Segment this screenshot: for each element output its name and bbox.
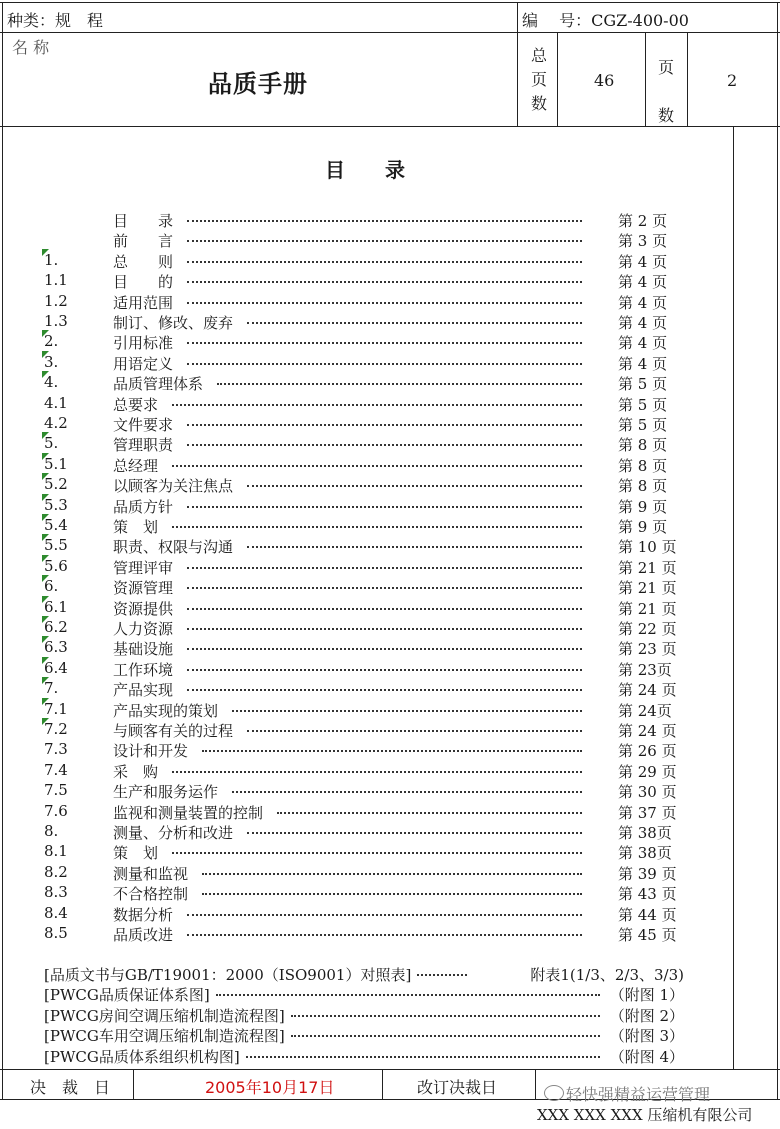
- toc-entry-label: 产品实现的策划: [113, 701, 219, 720]
- toc-entry: [0, 271, 780, 291]
- toc-entry-number: 6.1: [44, 597, 68, 616]
- name-label: 名 称: [12, 38, 50, 57]
- toc-entry-page: 第 21 页: [618, 558, 677, 577]
- toc-entry-label: 品质方针: [113, 497, 174, 516]
- toc-entry-number: 7.: [44, 679, 59, 698]
- toc-entry: [0, 557, 780, 577]
- toc-leader-dots: [187, 424, 582, 426]
- toc-entry: [0, 802, 780, 822]
- toc-leader-dots: [202, 873, 582, 875]
- toc-entry-page: 第 8 页: [618, 436, 668, 455]
- toc-leader-dots: [187, 281, 582, 283]
- toc-entry-label: 人力资源: [113, 620, 174, 638]
- toc-entry-label: 品质改进: [113, 926, 174, 944]
- appendix-entry: [44, 1025, 744, 1045]
- toc-entry-label: 适用范围: [113, 293, 174, 312]
- toc-entry: [0, 455, 780, 475]
- toc-leader-dots: [247, 485, 582, 487]
- toc-entry: [0, 434, 780, 454]
- total-pages-label: [528, 44, 550, 116]
- toc-entry-label: 监视和测量装置的控制: [113, 803, 264, 822]
- toc-entry-number: 4.1: [44, 393, 68, 412]
- page-label-char: 页: [657, 58, 674, 77]
- toc-entry-label: 制订、修改、废弃: [113, 314, 234, 332]
- page-label: [655, 44, 677, 140]
- appendix-leader-dots: [291, 1015, 600, 1017]
- category-label: 种类：规 程: [7, 11, 104, 30]
- appendix-page: （附图 1）: [609, 986, 684, 1005]
- decision-date-value: 2005年10月17日: [205, 1078, 335, 1097]
- toc-entry-page: 第 24 页: [618, 681, 677, 700]
- toc-entry-number: 8.: [44, 822, 59, 840]
- appendix-page: （附图 2）: [609, 1006, 684, 1025]
- toc-entry: [0, 700, 780, 720]
- toc-entry: [0, 292, 780, 312]
- toc-entry: [0, 251, 780, 271]
- toc-entry-page: 第 10 页: [618, 538, 677, 557]
- toc-leader-dots: [172, 771, 582, 773]
- document-number: 编 号：CGZ-400-00: [522, 11, 689, 30]
- toc-entry-number: 5.: [44, 434, 59, 453]
- toc-entry-number: 5.1: [44, 454, 68, 473]
- toc-entry-page: 第 3 页: [618, 232, 668, 251]
- toc-entry-label: 以顾客为关注焦点: [113, 477, 234, 496]
- toc-leader-dots: [247, 730, 582, 732]
- toc-entry-page: 第 5 页: [618, 416, 668, 434]
- toc-leader-dots: [232, 710, 582, 712]
- watermark-text: 轻快强精益运营管理: [566, 1085, 711, 1104]
- appendix-leader-dots: [246, 1056, 600, 1058]
- appendix-leader-dots: [291, 1035, 600, 1037]
- header-col-divider-2: [557, 32, 558, 126]
- toc-entry-label: 文件要求: [113, 416, 174, 434]
- toc-leader-dots: [187, 240, 582, 242]
- toc-entry-number: 8.1: [44, 842, 68, 861]
- toc-leader-dots: [187, 220, 582, 222]
- toc-entry-page: 第 9 页: [618, 497, 668, 516]
- toc-entry-number: 1.1: [44, 271, 68, 290]
- toc-entry-label: 总要求: [113, 395, 159, 414]
- toc-entry-label: 工作环境: [113, 660, 174, 679]
- toc-entry-page: 第 24页: [618, 701, 672, 720]
- appendix-entry: [44, 984, 744, 1004]
- toc-entry: [0, 822, 780, 842]
- toc-entry-label: 引用标准: [113, 334, 174, 353]
- toc-entry: [0, 516, 780, 536]
- total-pages-label-char: 总: [530, 46, 547, 65]
- toc-entry-label: 采 购: [113, 762, 159, 781]
- toc-entry-number: 7.6: [44, 801, 68, 820]
- toc-leader-dots: [172, 852, 582, 854]
- toc-leader-dots: [172, 404, 582, 406]
- toc-entry-number: 6.: [44, 577, 59, 596]
- toc-entry-number: 7.4: [44, 760, 68, 779]
- toc-entry-page: 第 26 页: [618, 742, 677, 761]
- toc-entry-number: 7.5: [44, 781, 68, 800]
- toc-entry: [0, 761, 780, 781]
- toc-entry-number: 5.6: [44, 556, 68, 575]
- header-col-divider-1: [517, 2, 518, 126]
- toc-entry-page: 第 23页: [618, 660, 672, 679]
- toc-entry: [0, 210, 780, 230]
- toc-entry-label: 数据分析: [113, 905, 174, 924]
- toc-entry-number: 3.: [44, 352, 59, 371]
- toc-entry-label: 设计和开发: [113, 742, 189, 761]
- toc-leader-dots: [187, 444, 582, 446]
- toc-entry-label: 管理职责: [113, 436, 174, 455]
- toc-entry: [0, 598, 780, 618]
- toc-entry-page: 第 8 页: [618, 477, 668, 496]
- toc-entry: [0, 740, 780, 760]
- toc-leader-dots: [187, 628, 582, 630]
- appendix-leader-dots: [417, 974, 467, 976]
- toc-entry-label: 资源管理: [113, 579, 174, 598]
- toc-leader-dots: [247, 832, 582, 834]
- toc-leader-dots: [172, 465, 582, 467]
- toc-entry-number: 8.2: [44, 862, 68, 881]
- appendix-entry: [44, 1046, 744, 1066]
- footer-col-divider-2: [382, 1069, 383, 1099]
- toc-entry-number: 5.4: [44, 516, 68, 534]
- total-pages-label-char: 页: [530, 70, 547, 89]
- toc-leader-dots: [202, 893, 582, 895]
- footer-col-divider-3: [535, 1069, 536, 1099]
- toc-entry-page: 第 8 页: [618, 456, 668, 475]
- appendix-label: [PWCG车用空调压缩机制造流程图]: [44, 1027, 285, 1046]
- toc-entry-number: 7.3: [44, 740, 68, 759]
- decision-date-label: 决 裁 日: [30, 1078, 111, 1097]
- toc-leader-dots: [187, 608, 582, 610]
- toc-entry-page: 第 24 页: [618, 722, 677, 740]
- toc-entry: [0, 230, 780, 250]
- toc-entry-page: 第 2 页: [618, 212, 668, 230]
- toc-entry-label: 目 录: [113, 212, 174, 230]
- toc-entry-label: 产品实现: [113, 681, 174, 700]
- toc-entry-label: 资源提供: [113, 599, 174, 618]
- toc-entry: [0, 475, 780, 495]
- toc-entry-page: 第 4 页: [618, 252, 668, 271]
- toc-entry-label: 品质管理体系: [113, 375, 204, 394]
- toc-entry-number: 7.2: [44, 720, 68, 738]
- toc-entry-page: 第 5 页: [618, 395, 668, 414]
- toc-entry-number: 1.2: [44, 291, 68, 310]
- header-col-divider-3: [645, 32, 646, 126]
- toc-entry-number: 4.: [44, 373, 59, 392]
- toc-entry: [0, 863, 780, 883]
- revision-date-label: 改订决裁日: [417, 1078, 498, 1097]
- toc-entry-label: 管理评审: [113, 558, 174, 577]
- toc-leader-dots: [187, 587, 582, 589]
- toc-entry-page: 第 30 页: [618, 783, 677, 802]
- toc-entry: [0, 638, 780, 658]
- toc-entry-label: 前 言: [113, 232, 174, 251]
- toc-entry-number: 8.5: [44, 924, 68, 942]
- toc-entry-label: 总经理: [113, 456, 159, 475]
- toc-leader-dots: [187, 261, 582, 263]
- appendix-page: （附图 4）: [609, 1047, 684, 1066]
- header-divider: [0, 32, 780, 33]
- toc-entry-page: 第 4 页: [618, 293, 668, 312]
- toc-leader-dots: [217, 383, 582, 385]
- toc-entry-page: 第 21 页: [618, 599, 677, 618]
- toc-entry-label: 生产和服务运作: [113, 783, 219, 802]
- toc-entry-page: 第 4 页: [618, 314, 668, 332]
- appendix-page: （附图 3）: [609, 1027, 684, 1046]
- toc-entry-label: 目 的: [113, 273, 174, 292]
- toc-entry-number: 5.5: [44, 536, 68, 555]
- toc-entry-page: 第 23 页: [618, 640, 677, 659]
- appendix-label: [PWCG房间空调压缩机制造流程图]: [44, 1006, 285, 1025]
- toc-leader-dots: [202, 750, 582, 752]
- toc-entry-page: 第 38页: [618, 844, 672, 863]
- toc-entry-number: 5.2: [44, 475, 68, 494]
- toc-leader-dots: [187, 506, 582, 508]
- toc-entry-page: 第 38页: [618, 824, 672, 842]
- toc-entry: [0, 312, 780, 332]
- toc-entry-page: 第 5 页: [618, 375, 668, 394]
- toc-leader-dots: [187, 914, 582, 916]
- toc-entry-page: 第 4 页: [618, 334, 668, 353]
- toc-entry-label: 职责、权限与沟通: [113, 538, 234, 557]
- toc-entry-page: 第 44 页: [618, 905, 677, 924]
- appendix-label: [PWCG品质体系组织机构图]: [44, 1047, 240, 1066]
- toc-entry-page: 第 29 页: [618, 762, 677, 781]
- toc-entry: [0, 394, 780, 414]
- toc-entry-number: 6.3: [44, 638, 68, 657]
- toc-entry-label: 基础设施: [113, 640, 174, 659]
- toc-entry-number: 1.: [44, 250, 59, 269]
- toc-entry: [0, 353, 780, 373]
- toc-leader-dots: [187, 648, 582, 650]
- toc-leader-dots: [277, 812, 582, 814]
- toc-entry-number: 1.3: [44, 312, 68, 330]
- page-number-value: 2: [727, 71, 738, 90]
- appendix-entry: [44, 1005, 744, 1025]
- toc-entry-number: 5.3: [44, 495, 68, 514]
- toc-entry: [0, 842, 780, 862]
- header-col-divider-4: [687, 32, 688, 126]
- toc-entry-label: 策 划: [113, 844, 159, 863]
- toc-leader-dots: [187, 567, 582, 569]
- toc-entry-number: 2.: [44, 332, 59, 351]
- toc-entry: [0, 883, 780, 903]
- toc-entry-page: 第 4 页: [618, 273, 668, 292]
- toc-entry-number: 8.3: [44, 883, 68, 902]
- toc-entry-page: 第 9 页: [618, 518, 668, 536]
- toc-entry-label: 测量、分析和改进: [113, 824, 234, 842]
- toc-entry-page: 第 45 页: [618, 926, 677, 944]
- toc-entry: [0, 536, 780, 556]
- appendix-entry: [44, 964, 744, 984]
- toc-entry: [0, 720, 780, 740]
- toc-entry: [0, 373, 780, 393]
- toc-leader-dots: [187, 302, 582, 304]
- toc-entry: [0, 659, 780, 679]
- appendix-label: [PWCG品质保证体系图]: [44, 986, 210, 1005]
- toc-entry-page: 第 43 页: [618, 885, 677, 904]
- toc-entry-number: 7.1: [44, 699, 68, 718]
- toc-entry: [0, 577, 780, 597]
- toc-leader-dots: [187, 363, 582, 365]
- company-name: XXX XXX XXX 压缩机有限公司: [537, 1106, 753, 1124]
- footer-col-divider-1: [133, 1069, 134, 1099]
- toc-title: 目 录: [325, 158, 405, 182]
- toc-leader-dots: [187, 342, 582, 344]
- toc-entry-label: 总 则: [113, 252, 174, 271]
- toc-entry-number: 8.4: [44, 903, 68, 922]
- appendix-label: [品质文书与GB/T19001：2000（ISO9001）对照表]: [44, 966, 412, 984]
- appendix-page: 附表1(1/3、2/3、3/3): [530, 966, 684, 984]
- toc-entry-page: 第 21 页: [618, 579, 677, 598]
- toc-entry: [0, 781, 780, 801]
- total-pages-value: 46: [594, 71, 615, 90]
- toc-leader-dots: [247, 322, 582, 324]
- toc-entry: [0, 414, 780, 434]
- toc-leader-dots: [172, 526, 582, 528]
- toc-entry-page: 第 4 页: [618, 354, 668, 373]
- toc-entry: [0, 924, 780, 944]
- toc-entry-page: 第 37 页: [618, 803, 677, 822]
- page-label-char: 数: [657, 106, 674, 125]
- toc-entry-label: 与顾客有关的过程: [113, 722, 234, 740]
- toc-entry-number: 6.2: [44, 618, 68, 636]
- toc-entry-number: 4.2: [44, 414, 68, 432]
- toc-entry: [0, 618, 780, 638]
- document-title: 品质手册: [208, 70, 308, 98]
- toc-entry-label: 测量和监视: [113, 864, 189, 883]
- toc-entry-label: 用语定义: [113, 354, 174, 373]
- toc-entry: [0, 496, 780, 516]
- toc-leader-dots: [187, 669, 582, 671]
- toc-entry: [0, 332, 780, 352]
- toc-entry-number: 6.4: [44, 658, 68, 677]
- toc-entry-label: 不合格控制: [113, 885, 189, 904]
- toc-leader-dots: [232, 791, 582, 793]
- toc-entry: [0, 679, 780, 699]
- toc-entry: [0, 904, 780, 924]
- wechat-icon: [544, 1085, 564, 1101]
- toc-leader-dots: [247, 546, 582, 548]
- toc-entry-page: 第 22 页: [618, 620, 677, 638]
- total-pages-label-char: 数: [530, 94, 547, 113]
- frame-top-border: [0, 2, 780, 3]
- footer-top-border: [0, 1069, 780, 1070]
- appendix-leader-dots: [216, 994, 600, 996]
- toc-entry-label: 策 划: [113, 518, 159, 536]
- toc-entry-page: 第 39 页: [618, 864, 677, 883]
- toc-leader-dots: [187, 934, 582, 936]
- toc-leader-dots: [187, 689, 582, 691]
